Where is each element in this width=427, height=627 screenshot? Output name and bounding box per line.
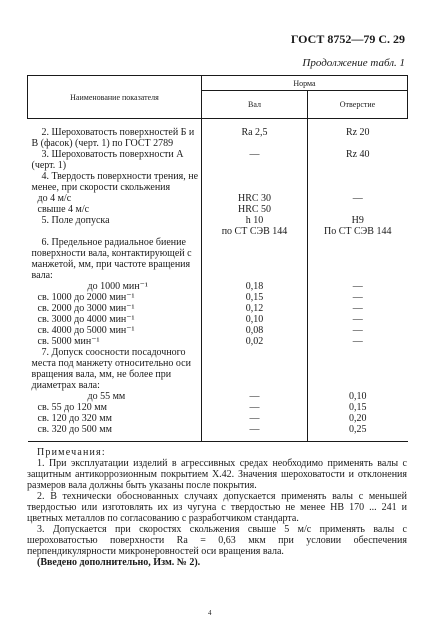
row-hole-value: 0,10 (349, 391, 367, 402)
amendment-note: (Введено дополнительно, Изм. № 2). (37, 557, 201, 568)
row-hole-value: — (352, 292, 363, 303)
table-row (28, 336, 408, 347)
column-header-hole: Отверстие (308, 91, 408, 119)
table-row (28, 292, 408, 303)
table-row (28, 237, 408, 281)
row-name: 3. Шероховатость поверхности А (черт. 1) (31, 149, 184, 171)
row-hole-value: Rz 40 (345, 149, 370, 160)
table-row (28, 347, 408, 391)
row-shaft-value: 0,02 (245, 336, 264, 347)
row-hole-value: — (352, 303, 363, 314)
row-shaft-value: — (249, 391, 260, 402)
page-number: 4 (208, 609, 212, 617)
table-row (28, 281, 408, 292)
row-name: св. 320 до 500 мм (37, 424, 112, 435)
row-name: до 55 мм (87, 391, 126, 402)
row-name: 2. Шероховатость поверхностей Б и В (фасок) (черт. 1) по ГОСТ 2789 (31, 127, 195, 149)
row-name: 6. Предельное радиальное биение поверхности вала, контактирующей с манжетой, мм, при частоте вращения вала: (31, 237, 192, 281)
row-name: 5. Поле допуска (41, 215, 110, 226)
row-shaft-value: Ra 2,5 (241, 127, 268, 138)
row-hole-value: По СТ СЭВ 144 (324, 226, 392, 237)
row-shaft-value: 0,12 (245, 303, 264, 314)
row-shaft-value: 0,10 (245, 314, 264, 325)
requirements-table (27, 75, 408, 442)
row-hole-value: — (352, 193, 363, 204)
row-name: св. 2000 до 3000 мин⁻¹ (37, 303, 135, 314)
table-row (28, 325, 408, 336)
row-name: 7. Допуск соосности посадочного места под манжету относительно оси вращения вала, мм, не более при диаметрах вала: (31, 347, 191, 391)
row-name: до 4 м/с (37, 193, 72, 204)
row-name: св. 55 до 120 мм (37, 402, 107, 413)
row-hole-value: 0,20 (349, 413, 367, 424)
table-row (28, 215, 408, 226)
row-name: св. 3000 до 4000 мин⁻¹ (37, 314, 135, 325)
table-row (28, 226, 408, 237)
table-row (28, 127, 408, 149)
note-item: 3. Допускается при скоростях скольжения свыше 5 м/с применять валы с шероховатостью поверхности Ra = 0,63 мкм при условии обеспечения перпендикулярности микронеровностей оси вращения вала. (27, 524, 407, 557)
table-row (28, 391, 408, 402)
document-header: ГОСТ 8752—79 С. 29 (290, 32, 405, 46)
row-name: до 1000 мин⁻¹ (87, 281, 148, 292)
table-row (28, 413, 408, 424)
column-header-name: Наименование показателя (28, 76, 202, 119)
row-name: св. 1000 до 2000 мин⁻¹ (37, 292, 135, 303)
column-header-shaft: Вал (202, 91, 308, 119)
row-shaft-value: HRC 30 (237, 193, 272, 204)
row-shaft-value: 0,15 (245, 292, 264, 303)
row-name: св. 120 до 320 мм (37, 413, 112, 424)
row-shaft-value: 0,18 (245, 281, 264, 292)
table-row (28, 149, 408, 171)
row-shaft-value: — (249, 402, 260, 413)
notes-title: Примечания: (37, 447, 106, 458)
table-row (28, 402, 408, 413)
row-hole-value: — (352, 281, 363, 292)
row-hole-value: — (352, 325, 363, 336)
row-hole-value: 0,25 (349, 424, 367, 435)
column-header-norm: Норма (202, 76, 408, 91)
row-hole-value: 0,15 (349, 402, 367, 413)
notes-section (27, 447, 407, 568)
row-shaft-value: по СТ СЭВ 144 (221, 226, 288, 237)
table-row (28, 314, 408, 325)
note-item: 1. При эксплуатации изделий в агрессивных средах необходимо применять валы с защитным антикоррозионным покрытием Х.42. Значения шероховатости и отклонения размеров вала должны быть указаны после покрытия. (27, 458, 407, 491)
row-shaft-value: 0,08 (245, 325, 264, 336)
row-hole-value: Rz 20 (345, 127, 370, 138)
row-shaft-value: — (249, 424, 260, 435)
row-name: св. 5000 мин⁻¹ (37, 336, 100, 347)
row-shaft-value: h 10 (245, 215, 264, 226)
table-row (28, 424, 408, 435)
row-shaft-value: — (249, 149, 260, 160)
table-body (28, 119, 408, 442)
row-shaft-value: HRC 50 (237, 204, 272, 215)
row-name: свыше 4 м/с (37, 204, 90, 215)
row-name: 4. Твердость поверхности трения, не менее, при скорости скольжения (31, 171, 199, 193)
table-row (28, 193, 408, 204)
table-row (28, 303, 408, 314)
table-row (28, 171, 408, 193)
note-item: 2. В технически обоснованных случаях допускается применять валы с меньшей твердостью или изготовлять их из чугуна с твердостью не менее НВ 170 ... 241 и цветных металлов по согласованию с разработчиком стандарта. (27, 491, 407, 524)
row-hole-value: H9 (351, 215, 364, 226)
row-hole-value: — (352, 314, 363, 325)
row-name: св. 4000 до 5000 мин⁻¹ (37, 325, 135, 336)
table-row (28, 204, 408, 215)
table-continuation-label: Продолжение табл. 1 (302, 57, 405, 69)
row-shaft-value: — (249, 413, 260, 424)
row-hole-value: — (352, 336, 363, 347)
